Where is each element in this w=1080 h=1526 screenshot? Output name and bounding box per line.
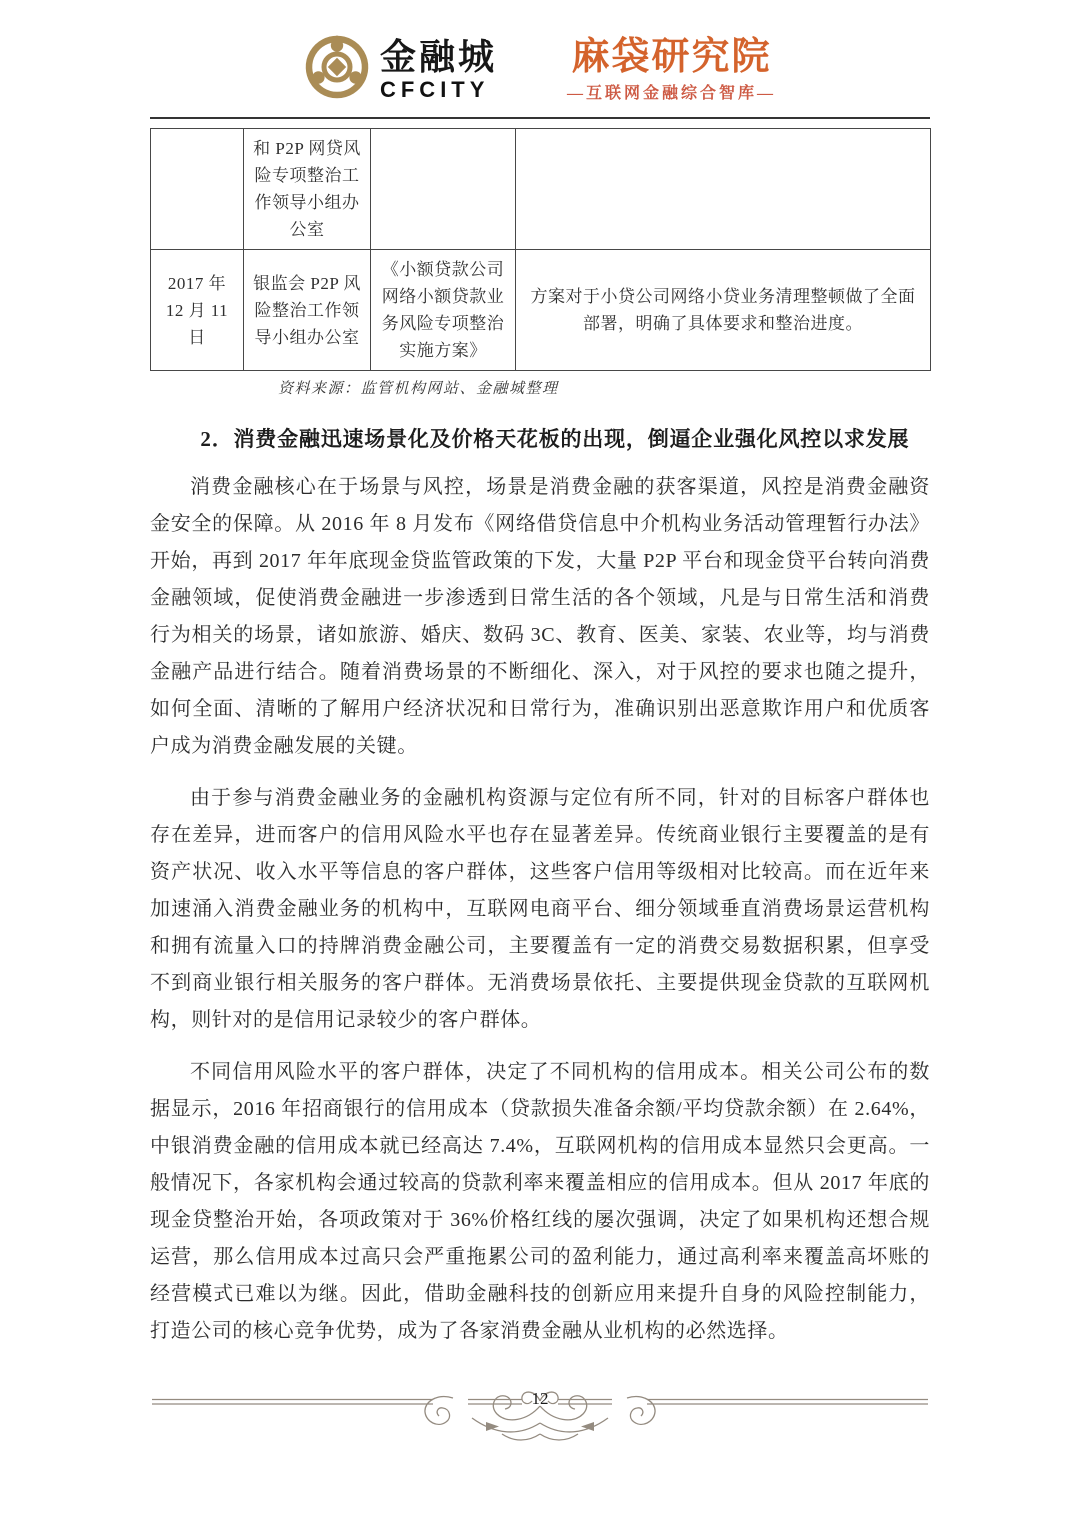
- cell-doc: [371, 129, 516, 250]
- cell-desc: 方案对于小贷公司网络小贷业务清理整顿做了全面部署，明确了具体要求和整治进度。: [516, 250, 931, 371]
- page-number: 12: [531, 1389, 549, 1408]
- table-source-note: 资料来源：监管机构网站、金融城整理: [278, 381, 559, 397]
- body-paragraph: 不同信用风险水平的客户群体，决定了不同机构的信用成本。相关公司公布的数据显示，2016 年招商银行的信用成本（贷款损失准备余额/平均贷款余额）在 2.64%，中银消费金融的信用成本就已经高达 7.4%，互联网机构的信用成本显然只会更高。一般情况下，各家机构会通过较高的贷款利率来覆盖相应的信用成本。但从 2017 年底的现金贷整治开始，各项政策对于 36%价格红线的屡次强调，决定了如果机构还想合规运营，那么信用成本过高只会严重拖累公司的盈利能力，通过高利率来覆盖高坏账的经营模式已难以为继。因此，借助金融科技的创新应用来提升自身的风险控制能力，打造公司的核心竞争优势，成为了各家消费金融从业机构的必然选择。: [150, 1061, 930, 1342]
- table-row: [151, 129, 931, 250]
- regulation-table: [150, 128, 931, 371]
- brand-subtitle: CFCITY: [379, 76, 490, 102]
- brand-name: 金融城: [379, 36, 497, 77]
- cell-org: 和 P2P 网贷风险专项整治工作领导小组办公室: [244, 129, 371, 250]
- institute-brand: [567, 34, 776, 102]
- institute-tagline: —互联网金融综合智库—: [567, 85, 777, 102]
- institute-title: 麻袋研究院: [571, 36, 772, 78]
- cfcity-brand: [304, 34, 497, 105]
- cell-date: 2017 年 12 月 11 日: [151, 250, 244, 371]
- cell-doc: 《小额贷款公司网络小额贷款业务风险专项整治实施方案》: [371, 250, 516, 371]
- page-footer: [150, 1388, 930, 1450]
- cell-date: [151, 129, 244, 250]
- table-row: [151, 250, 931, 371]
- cell-desc: [516, 129, 931, 250]
- body-paragraph: 消费金融核心在于场景与风控，场景是消费金融的获客渠道，风控是消费金融资金安全的保障。从 2016 年 8 月发布《网络借贷信息中介机构业务活动管理暂行办法》开始，再到 2017 年年底现金贷监管政策的下发，大量 P2P 平台和现金贷平台转向消费金融领域，促使消费金融进一步渗透到日常生活的各个领域，凡是与日常生活和消费行为相关的场景，诸如旅游、婚庆、数码 3C、教育、医美、家装、农业等，均与消费金融产品进行结合。随着消费场景的不断细化、深入，对于风控的要求也随之提升，如何全面、清晰的了解用户经济状况和日常行为，准确识别出恶意欺诈用户和优质客户成为消费金融发展的关键。: [150, 476, 930, 757]
- cfcity-logo-icon: [304, 34, 370, 105]
- body-paragraph: 由于参与消费金融业务的金融机构资源与定位有所不同，针对的目标客户群体也存在差异，进而客户的信用风险水平也存在显著差异。传统商业银行主要覆盖的是有资产状况、收入水平等信息的客户群体，这些客户信用等级相对比较高。而在近年来加速涌入消费金融业务的机构中，互联网电商平台、细分领域垂直消费场景运营机构和拥有流量入口的持牌消费金融公司，主要覆盖有一定的消费交易数据积累，但享受不到商业银行相关服务的客户群体。无消费场景依托、主要提供现金贷款的互联网机构，则针对的是信用记录较少的客户群体。: [150, 787, 930, 1031]
- cell-org: 银监会 P2P 风险整治工作领导小组办公室: [244, 250, 371, 371]
- section-heading: 2．消费金融迅速场景化及价格天花板的出现，倒逼企业强化风控以求发展: [200, 427, 910, 451]
- cfcity-brand-text: [379, 36, 497, 102]
- page-header: [150, 0, 930, 119]
